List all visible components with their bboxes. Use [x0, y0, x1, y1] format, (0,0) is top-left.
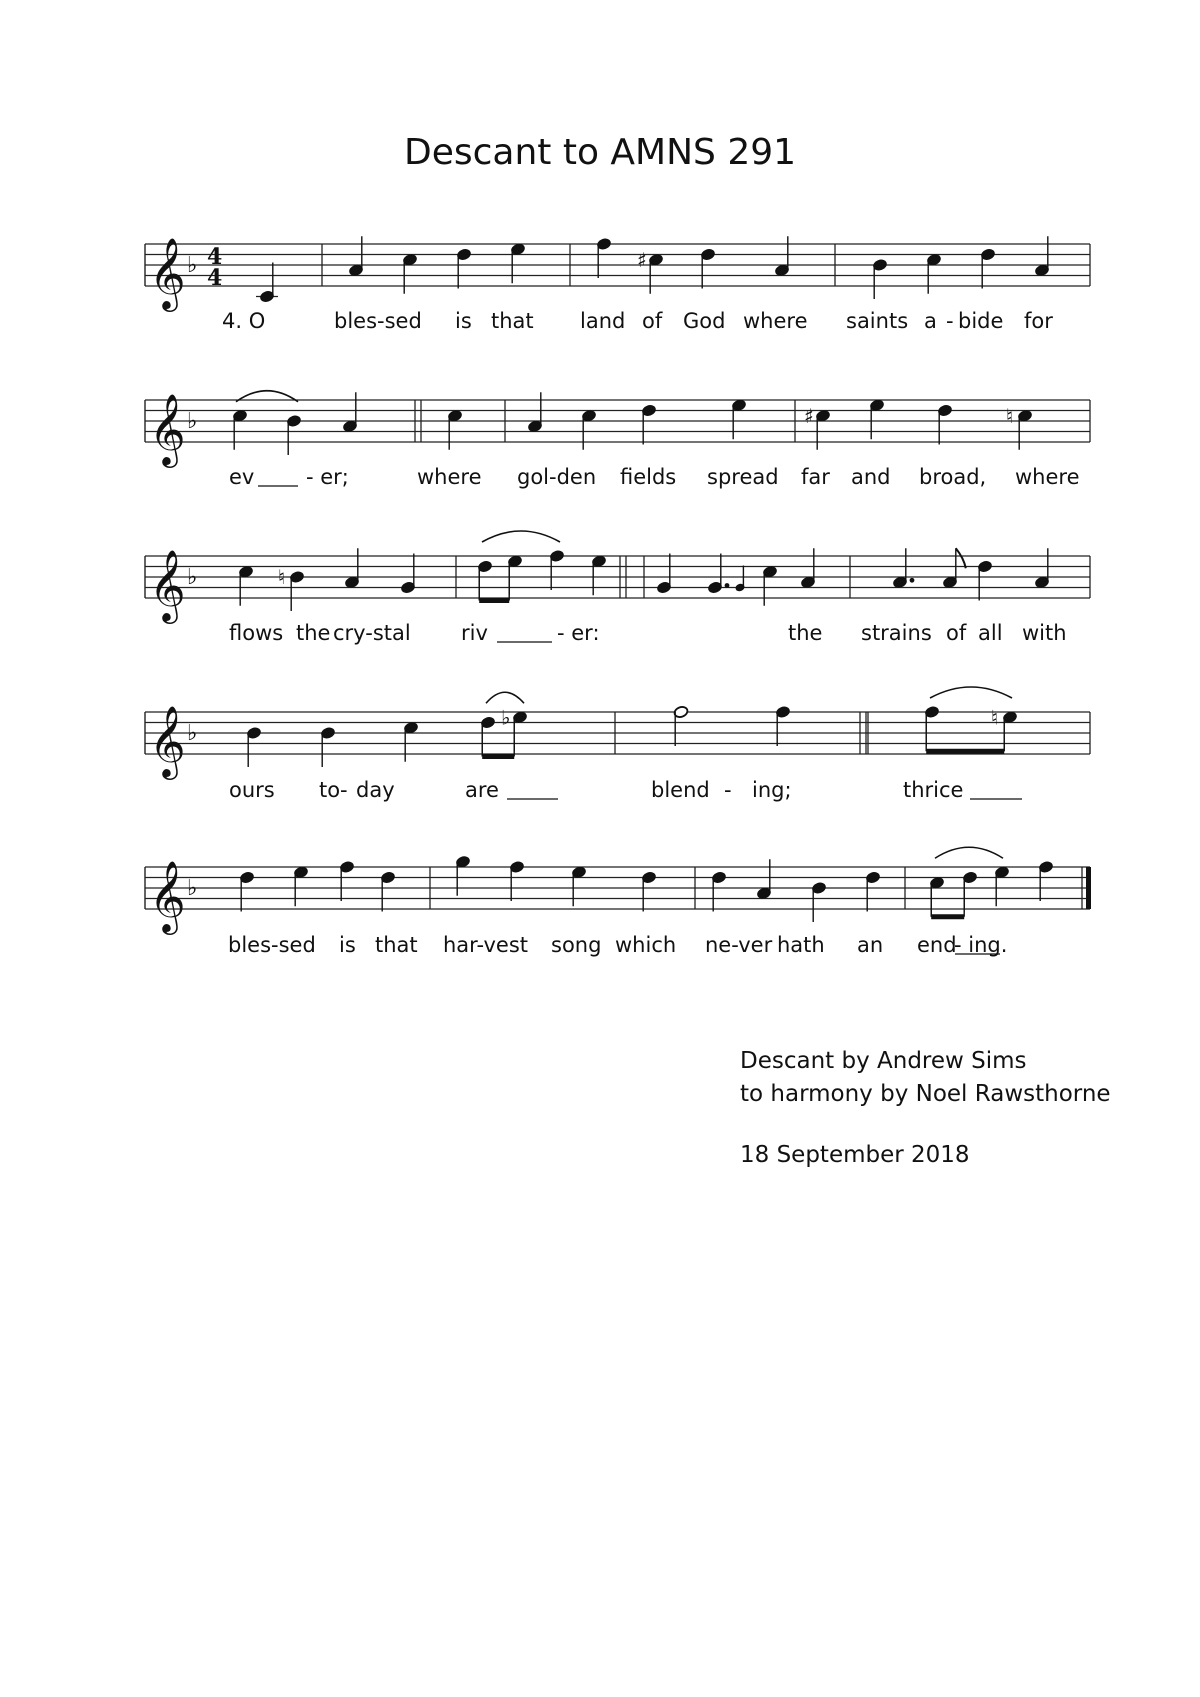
lyric-syllable: land — [580, 309, 626, 333]
lyric-syllable: flows — [229, 621, 284, 645]
harmony-credit: to harmony by Noel Rawsthorne — [740, 1081, 1111, 1107]
augmentation-dot — [910, 578, 915, 583]
lyric-syllable: are — [465, 778, 499, 802]
key-signature-flat-icon: ♭ — [187, 409, 198, 434]
lyric-syllable: and — [851, 465, 891, 489]
lyric-syllable: an — [857, 933, 884, 957]
lyric-syllable: the — [296, 621, 331, 645]
augmentation-dot — [725, 583, 730, 588]
lyric-syllable: - ing. — [954, 933, 1008, 957]
flat-accidental-icon: ♭ — [501, 705, 511, 730]
lyric-syllable: where — [1015, 465, 1080, 489]
slur — [482, 531, 560, 542]
slur — [930, 687, 1012, 698]
lyric-syllable: of — [946, 621, 967, 645]
lyric-syllable: that — [375, 933, 418, 957]
lyric-syllable: - — [340, 778, 348, 802]
lyric-syllable: ev — [229, 465, 255, 489]
natural-accidental-icon: ♮ — [991, 705, 999, 730]
lyric-syllable: - — [724, 778, 732, 802]
treble-clef-icon: 𝄞 — [149, 392, 186, 465]
treble-clef-icon: 𝄞 — [149, 236, 186, 309]
lyric-syllable: of — [642, 309, 663, 333]
lyric-syllable: blend — [651, 778, 710, 802]
lyric-syllable: bles-sed — [228, 933, 316, 957]
lyric-syllable: God — [683, 309, 726, 333]
lyric-syllable: har-vest — [443, 933, 529, 957]
lyric-syllable: all — [978, 621, 1003, 645]
key-signature-flat-icon: ♭ — [187, 253, 198, 278]
lyric-syllable: far — [801, 465, 830, 489]
lyric-syllable: where — [417, 465, 482, 489]
lyric-syllable: gol-den — [517, 465, 597, 489]
lyric-syllable: thrice — [903, 778, 964, 802]
lyric-syllable: - — [946, 309, 954, 333]
lyric-syllable: bide — [958, 309, 1004, 333]
lyric-syllable: bles-sed — [334, 309, 422, 333]
slur — [486, 692, 524, 703]
lyric-syllable: strains — [861, 621, 932, 645]
lyric-syllable: a — [924, 309, 937, 333]
lyric-syllable: saints — [846, 309, 909, 333]
key-signature-flat-icon: ♭ — [187, 721, 198, 746]
lyric-syllable: the — [788, 621, 823, 645]
key-signature-flat-icon: ♭ — [187, 876, 198, 901]
lyric-syllable: - er: — [557, 621, 600, 645]
lyric-syllable: 4. O — [222, 309, 266, 333]
time-signature-bottom: 4 — [207, 265, 223, 291]
lyric-syllable: ing; — [752, 778, 792, 802]
lyric-syllable: to — [319, 778, 341, 802]
credits — [740, 1045, 1111, 1172]
final-barline-thick — [1086, 867, 1091, 909]
key-signature-flat-icon: ♭ — [187, 565, 198, 590]
lyric-syllable: spread — [707, 465, 779, 489]
lyric-syllable: that — [491, 309, 534, 333]
lyric-syllable: where — [743, 309, 808, 333]
lyric-syllable: hath — [777, 933, 825, 957]
natural-accidental-icon: ♮ — [278, 565, 286, 589]
lyric-syllable: ours — [229, 778, 275, 802]
lyric-syllable: riv — [461, 621, 488, 645]
lyric-syllable: for — [1024, 309, 1053, 333]
lyric-syllable: with — [1022, 621, 1067, 645]
page-title: Descant to AMNS 291 — [403, 132, 797, 173]
lyric-syllable: day — [356, 778, 395, 802]
lyric-syllable: song — [551, 933, 602, 957]
natural-accidental-icon: ♮ — [1006, 403, 1014, 428]
lyric-syllable: ne-ver — [705, 933, 773, 957]
time-signature-top: 4 — [207, 244, 223, 270]
treble-clef-icon: 𝄞 — [149, 548, 186, 621]
slur — [935, 847, 1003, 858]
date: 18 September 2018 — [740, 1142, 970, 1168]
lyric-syllable: cry-stal — [333, 621, 411, 645]
lyric-syllable: which — [615, 933, 677, 957]
sharp-accidental-icon: ♯ — [637, 247, 647, 272]
treble-clef-icon: 𝄞 — [149, 704, 186, 777]
sharp-accidental-icon: ♯ — [804, 403, 814, 428]
note-flag — [956, 548, 966, 568]
descant-credit: Descant by Andrew Sims — [740, 1048, 1027, 1074]
lyric-syllable: is — [339, 933, 356, 957]
lyric-syllable: - er; — [306, 465, 349, 489]
treble-clef-icon: 𝄞 — [149, 859, 186, 932]
lyric-syllable: end — [917, 933, 957, 957]
lyric-syllable: broad, — [919, 465, 987, 489]
lyric-syllable: is — [455, 309, 472, 333]
lyric-syllable: fields — [620, 465, 677, 489]
